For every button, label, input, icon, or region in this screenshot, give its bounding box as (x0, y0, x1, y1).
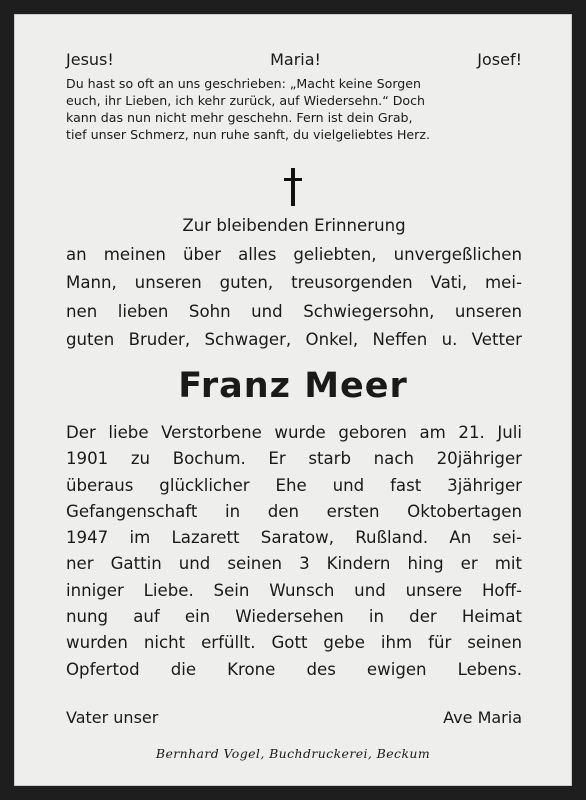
memorial-line: an meinen über alles geliebten, unvergeßlichen (66, 244, 522, 264)
memorial-line: guten Bruder, Schwager, Onkel, Neffen u. Vetter (66, 330, 522, 349)
verse-line: tief unser Schmerz, nun ruhe sanft, du vielgeliebtes Herz. (66, 127, 430, 142)
header-josef: Josef! (477, 50, 522, 69)
memorial-line: Mann, unseren guten, treusorgenden Vati, mei- (66, 273, 522, 292)
deceased-name: Franz Meer (178, 366, 408, 406)
header-row (66, 50, 522, 72)
bio-line: Gefangenschaft in den ersten Oktobertagen (66, 501, 522, 521)
bio-line: 1947 im Lazarett Saratow, Rußland. An sei- (66, 528, 522, 548)
biography-text (66, 420, 522, 683)
memorial-card (14, 14, 572, 786)
prayers-row (66, 708, 522, 727)
verse-block (66, 75, 522, 143)
bio-line: 1901 zu Bochum. Er starb nach 20jähriger (66, 449, 522, 469)
header-jesus: Jesus! (66, 50, 114, 69)
bio-line: ner Gattin und seinen 3 Kindern hing er mit (66, 554, 522, 574)
bio-line: wurden nicht erfüllt. Gott gebe ihm für seinen (66, 633, 522, 653)
bio-line: nung auf ein Wiedersehen in der Heimat (66, 607, 522, 627)
memorial-line: nen lieben Sohn und Schwiegersohn, unseren (66, 301, 522, 321)
prayer-ave-maria: Ave Maria (443, 708, 522, 727)
verse-line: euch, ihr Lieben, ich kehr zurück, auf Wiedersehn.“ Doch (66, 93, 426, 108)
bio-line: Der liebe Verstorbene wurde geboren am 21. Juli (66, 423, 522, 442)
memorial-line: Zur bleibenden Erinnerung (182, 216, 406, 235)
verse-line: kann das nun nicht mehr geschehn. Fern ist dein Grab, (66, 110, 413, 125)
header-maria: Maria! (270, 50, 321, 69)
bio-line: inniger Liebe. Sein Wunsch und unsere Hoff- (66, 580, 522, 600)
printer-imprint: Bernhard Vogel, Buchdruckerei, Beckum (155, 746, 431, 761)
bio-line: Opfertod die Krone des ewigen Lebens. (66, 659, 522, 679)
verse-line: Du hast so oft an uns geschrieben: „Macht keine Sorgen (66, 76, 422, 91)
prayer-vater-unser: Vater unser (66, 708, 159, 727)
memorial-text (66, 212, 522, 355)
bio-line: überaus glücklicher Ehe und fast 3jähriger (66, 475, 522, 495)
